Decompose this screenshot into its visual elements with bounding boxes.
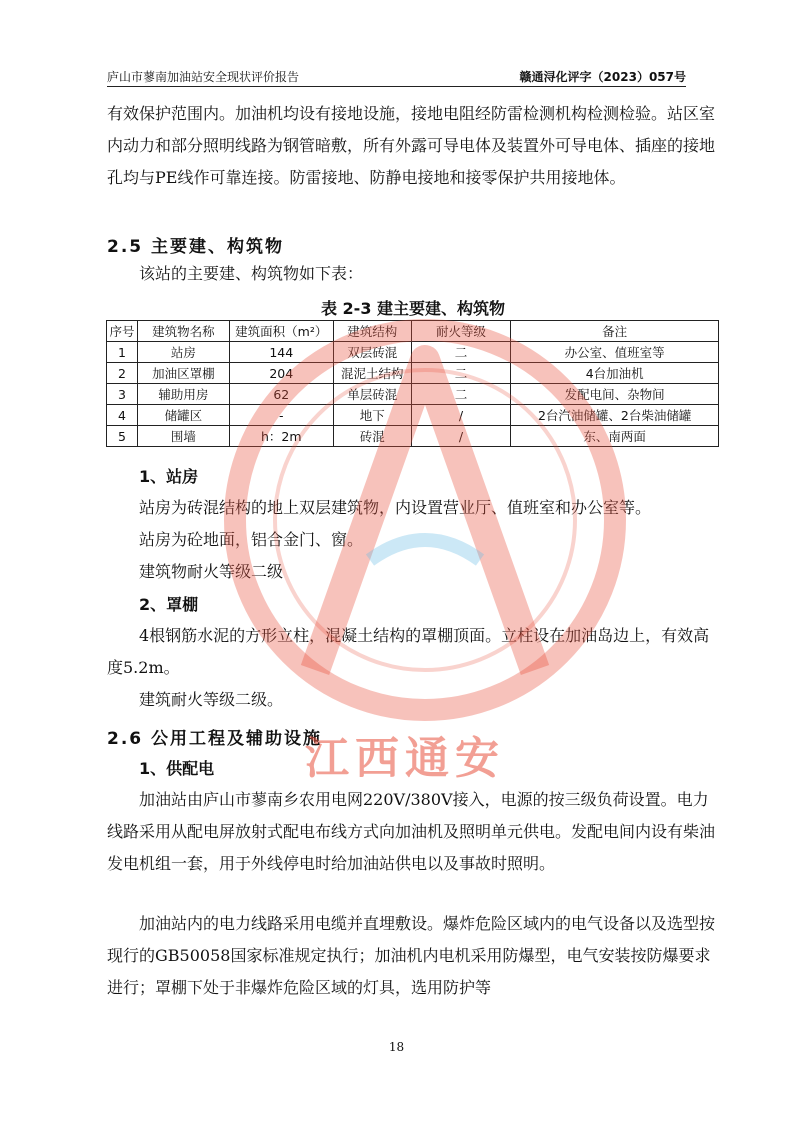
watermark-text: 江西通安 [305, 733, 505, 784]
table-cell: 1 [107, 342, 138, 363]
page-number: 18 [388, 1040, 405, 1054]
section-heading-2-5: 2.5 主要建、构筑物 [107, 237, 285, 257]
table-cell: 二 [411, 342, 511, 363]
table-cell: 储罐区 [137, 405, 229, 426]
table-cell: 二 [411, 363, 511, 384]
table-cell: / [411, 405, 511, 426]
table-cell: 二 [411, 384, 511, 405]
table-cell: 单层砖混 [333, 384, 411, 405]
table-row [107, 405, 719, 426]
buildings-table [106, 320, 719, 447]
power-supply-paragraph-2: 加油站内的电力线路采用电缆并直埋敷设。爆炸危险区域内的电气设备以及选型按现行的GB50058国家标准规定执行；加油机内电机采用防爆型，电气安装按防爆要求进行；罩棚下处于非爆炸危险区域的灯具，选用防护等 [107, 914, 716, 997]
section-heading-2-6: 2.6 公用工程及辅助设施 [107, 729, 323, 749]
header-rule [107, 86, 686, 87]
table-cell: 144 [229, 342, 333, 363]
table-cell: 围墙 [137, 426, 229, 447]
table-cell: 东、南两面 [511, 426, 719, 447]
table-cell: 辅助用房 [137, 384, 229, 405]
table-header-cell: 耐火等级 [411, 321, 511, 342]
table-header-cell: 建筑结构 [333, 321, 411, 342]
table-cell: 4台加油机 [511, 363, 719, 384]
intro-paragraph: 有效保护范围内。加油机均设有接地设施，接地电阻经防雷检测机构检测检验。站区室内动力和部分照明线路为钢管暗敷，所有外露可导电体及装置外可导电体、插座的接地孔均与PE线作可靠连接。防雷接地、防静电接地和接零保护共用接地体。 [107, 104, 716, 187]
table-cell: 62 [229, 384, 333, 405]
table-cell: 2 [107, 363, 138, 384]
table-cell: 4 [107, 405, 138, 426]
table-lead-text: 该站的主要建、构筑物如下表： [139, 264, 364, 283]
power-supply-paragraph-1: 加油站由庐山市蓼南乡农用电网220V/380V接入，电源的按三级负荷设置。电力线路采用从配电屏放射式配电布线方式向加油机及照明单元供电。发配电间内设有柴油发电机组一套，用于外线停电时给加油站供电以及事故时照明。 [107, 790, 716, 873]
table-row [107, 426, 719, 447]
table-cell: 204 [229, 363, 333, 384]
table-cell: 砖混 [333, 426, 411, 447]
table-caption: 表 2-3 建主要建、构筑物 [320, 299, 506, 318]
station-house-line-1: 站房为砖混结构的地上双层建筑物，内设置营业厅、值班室和办公室等。 [139, 498, 652, 517]
table-header-cell: 建筑面积（m²） [229, 321, 333, 342]
table-cell: 3 [107, 384, 138, 405]
table-cell: 混泥土结构 [333, 363, 411, 384]
header-report-number: 赣通浔化评字（2023）057号 [519, 70, 686, 84]
table-cell: 地下 [333, 405, 411, 426]
table-header-cell: 序号 [107, 321, 138, 342]
canopy-paragraph: 4根钢筋水泥的方形立柱，混凝土结构的罩棚顶面。立柱设在加油岛边上，有效高度5.2m。 [107, 626, 710, 677]
table-cell: 办公室、值班室等 [511, 342, 719, 363]
station-house-line-2: 站房为砼地面，铝合金门、窗。 [139, 530, 364, 549]
table-cell: h：2m [229, 426, 333, 447]
table-cell: 站房 [137, 342, 229, 363]
table-cell: 加油区罩棚 [137, 363, 229, 384]
subheading-canopy: 2、罩棚 [139, 595, 199, 614]
table-header-cell: 备注 [511, 321, 719, 342]
table-cell: 发配电间、杂物间 [511, 384, 719, 405]
table-cell: 2台汽油储罐、2台柴油储罐 [511, 405, 719, 426]
table-row [107, 363, 719, 384]
table-row [107, 342, 719, 363]
table-header-row [107, 321, 719, 342]
subheading-station-house: 1、站房 [139, 467, 199, 486]
table-cell: / [411, 426, 511, 447]
page-header [107, 66, 686, 86]
table-row [107, 384, 719, 405]
table-cell: - [229, 405, 333, 426]
station-house-line-3: 建筑物耐火等级二级 [139, 562, 284, 581]
table-cell: 5 [107, 426, 138, 447]
canopy-fire-rating: 建筑耐火等级二级。 [139, 690, 284, 709]
table-cell: 双层砖混 [333, 342, 411, 363]
table-header-cell: 建筑物名称 [137, 321, 229, 342]
header-report-title: 庐山市蓼南加油站安全现状评价报告 [107, 70, 300, 84]
subheading-power-supply: 1、供配电 [139, 759, 215, 778]
